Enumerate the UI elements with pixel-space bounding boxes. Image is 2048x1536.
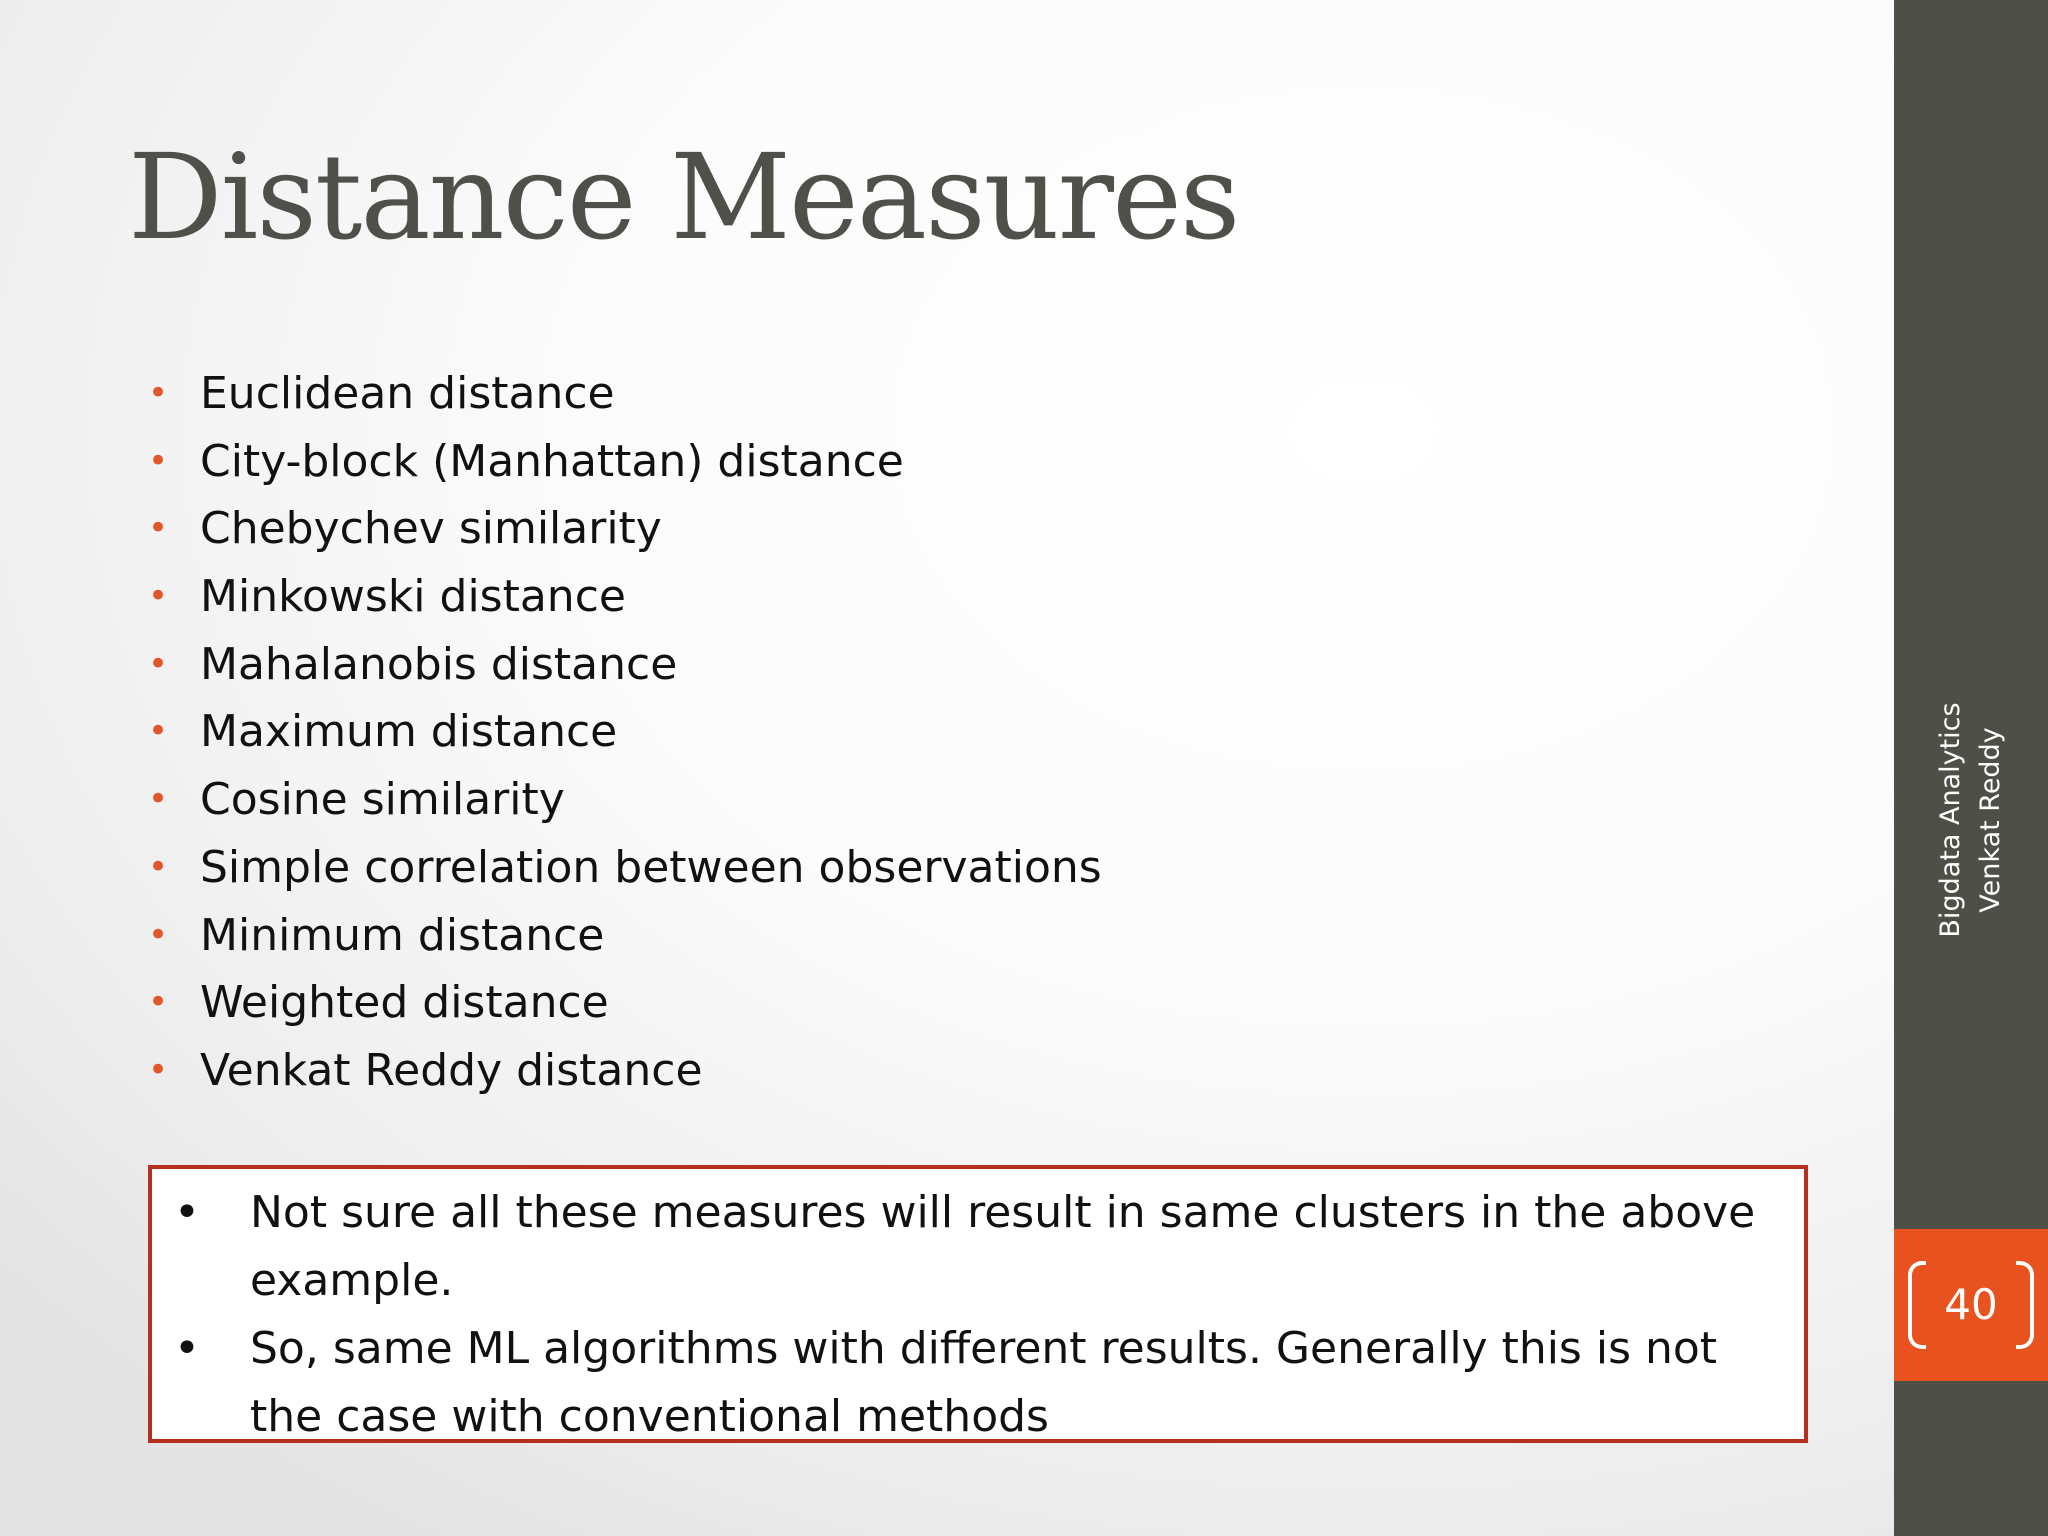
note-callout-box [148,1165,1808,1443]
slide-title: Distance Measures [128,128,1239,266]
sidebar-author-name: Venkat Reddy [1975,727,2006,913]
bullet-icon: • [148,982,169,1023]
sidebar-footer-text [1931,702,2011,937]
list-item-text: City-block (Manhattan) distance [200,435,904,487]
page-number-tab [1894,1229,2048,1381]
list-item-text: Simple correlation between observations [200,841,1102,893]
note-item-text: Not sure all these measures will result in same clusters in the above example. [250,1187,1756,1306]
list-item [148,969,1102,1037]
note-item-text: So, same ML algorithms with different results. Generally this is not the case with conventional methods [250,1323,1718,1442]
bullet-icon: • [148,914,169,955]
bullet-icon: • [174,1323,200,1374]
note-item [174,1315,1784,1451]
list-item [148,360,1102,428]
list-item-text: Mahalanobis distance [200,638,678,690]
note-list [174,1179,1784,1451]
bullet-icon: • [148,779,169,820]
list-item-text: Maximum distance [200,706,618,758]
list-item-text: Euclidean distance [200,368,615,419]
list-item [148,834,1102,902]
right-bracket-icon [2016,1261,2034,1349]
bullet-icon: • [174,1187,200,1238]
list-item-text: Chebychev similarity [200,503,662,555]
page-number: 40 [1944,1280,1998,1329]
list-item [148,495,1102,563]
bullet-icon: • [148,508,169,549]
list-item-text: Cosine similarity [200,774,565,826]
bullet-icon: • [148,440,169,481]
bullet-icon: • [148,373,169,413]
list-item [148,631,1102,699]
list-item [148,698,1102,766]
list-item [148,766,1102,834]
bullet-icon: • [148,643,169,684]
bullet-icon: • [148,846,169,887]
note-item [174,1179,1784,1315]
list-item-text: Weighted distance [200,977,609,1029]
list-item [148,428,1102,496]
bullet-icon: • [148,711,169,752]
sidebar-course-name: Bigdata Analytics [1935,702,1966,938]
list-item [148,902,1102,970]
list-item-text: Minkowski distance [200,571,626,623]
list-item-text: Minimum distance [200,909,605,961]
bullet-icon: • [148,1049,169,1090]
list-item [148,1037,1102,1105]
list-item [148,563,1102,631]
bullet-icon: • [148,576,169,617]
distance-measures-list [148,360,1102,1105]
list-item-text: Venkat Reddy distance [200,1044,703,1096]
